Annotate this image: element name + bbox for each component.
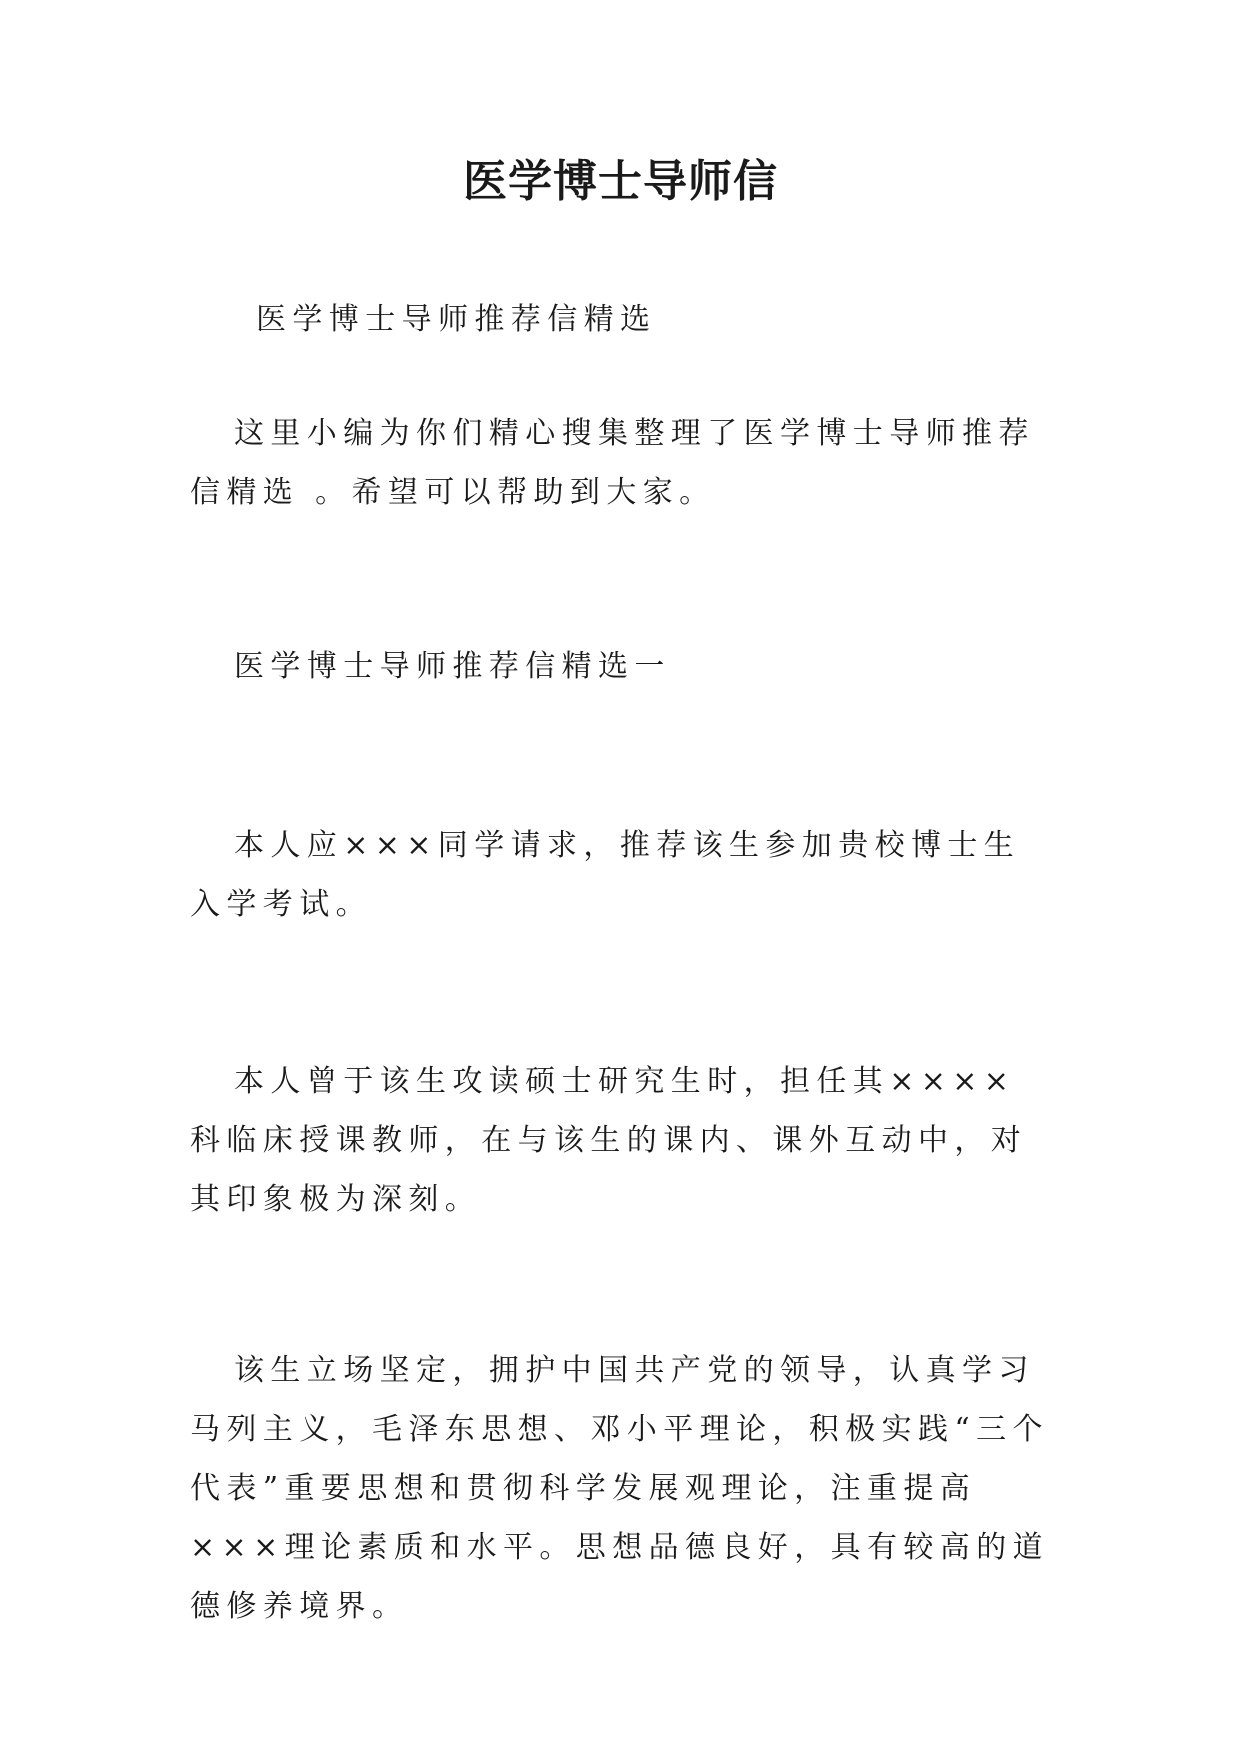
body-paragraph: 本人应×××同学请求，推荐该生参加贵校博士生入学考试。 <box>190 828 1021 922</box>
document-title: 医学博士导师信 <box>463 156 778 207</box>
section-heading-paragraph: 医学博士导师推荐信精选一 <box>234 649 671 684</box>
intro-paragraph: 这里小编为你们精心搜集整理了医学博士导师推荐信精选 。希望可以帮助到大家。 <box>190 416 1035 510</box>
body-paragraph: 本人曾于该生攻读硕士研究生时，担任其××××科临床授课教师，在与该生的课内、课外互动中，对其印象极为深刻。 <box>190 1064 1028 1217</box>
subtitle-paragraph: 医学博士导师推荐信精选 <box>256 302 657 337</box>
body-paragraph: 该生立场坚定，拥护中国共产党的领导，认真学习马列主义，毛泽东思想、邓小平理论，积极实践“三个代表”重要思想和贯彻科学发展观理论，注重提高×××理论素质和水平。思想品德良好，具有较高的道德修养境界。 <box>190 1353 1050 1624</box>
